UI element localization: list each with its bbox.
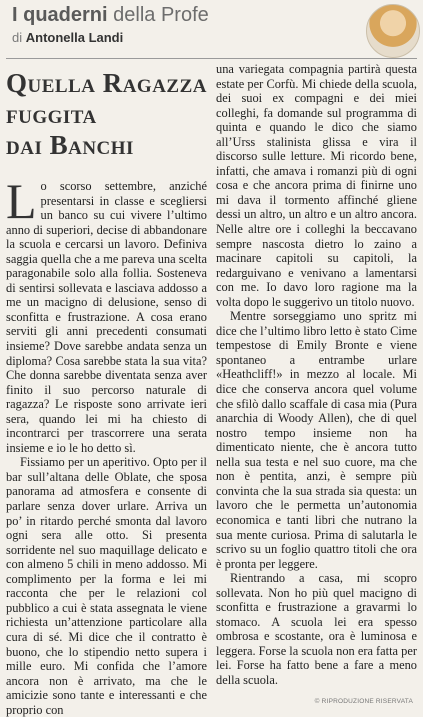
headline (6, 68, 207, 161)
headline-line: fuggita (6, 99, 97, 129)
byline-author: Antonella Landi (25, 30, 124, 45)
column-title (12, 4, 209, 26)
headline-line: Quella Ragazza (6, 68, 207, 98)
drop-cap: L (6, 173, 37, 229)
right-column (216, 62, 417, 693)
column-header (6, 0, 417, 58)
byline-prefix: di (12, 30, 26, 45)
article-paragraph (6, 173, 207, 455)
column-title-bold: I quaderni (12, 4, 108, 26)
article-paragraph: Mentre sorseggiamo uno spritz mi dice che l’ultimo libro letto è stato Cime tempestose di Emily Bronte e viene spontaneo a entrambe urlare «Heathcliff!» in mezzo al locale. Mi dice che conserva ancora quel volume che sfilò dallo scaffale di casa mia (Pura anarchia di Woody Allen), che di quel nostro tempo insieme non ha dimenticato niente, che è ancora tutto nella sua testa e nel suo cuore, ma che non è pentita, anzi, è sempre più convinta che la sua strada sia questa: un lavoro che le permetta un’autonomia economica e tanti libri che nutrano la sua mente curiosa. Prima di salutarla le scrivo su un foglio quattro titoli che ora è pronta per leggere. (216, 309, 417, 571)
article-paragraph: una variegata compagnia partirà questa estate per Corfù. Mi chiede della scuola, dei suoi ex compagni e dei miei colleghi, fa domande sul programma di quinta e quando le dico che siamo all’Urss stalinista glissa e vira il discorso sulle letture. Mi ricordo bene, infatti, che amava i romanzi più di ogni cosa e che ancora prima di finirne uno mi dava il tormento affinché gliene dessi un altro, un altro e un altro ancora. Nelle altre ore i colleghi la beccavano sempre nascosta dietro lo zaino a macinare capitoli su capitoli, la redarguivano e venivano a lamentarsi con me. Io davo loro ragione ma la volta dopo le suggerivo un titolo nuovo. (216, 62, 417, 309)
article-paragraph: Rientrando a casa, mi scopro sollevata. Non ho più quel macigno di sconfitta e frustrazione a gravarmi lo stomaco. A scuola lei era spesso ombrosa e scostante, ora è luminosa e leggera. Forse la scuola non era fatta per lei. Forse ha fatto bene a fare a meno della scuola. (216, 571, 417, 687)
column-title-rest: della Profe (107, 4, 209, 26)
header-divider (6, 58, 417, 59)
author-portrait (366, 4, 420, 58)
left-column (6, 62, 207, 717)
headline-line: dai Banchi (6, 130, 134, 160)
paragraph-text: o scorso settembre, anziché presentarsi in classe e scegliersi un banco su cui vivere l’ultimo anno di superiori, decise di abbandonare la scuola e cercarsi un lavoro. Definiva saggia quella che a me pareva una scelta paragonabile solo alla follia. Sosteneva di sentirsi sollevata e lasciava addosso a me un macigno di delusione, senso di sconfitta e frustrazione. A cosa erano serviti gli anni precedenti consumati insieme? Dove sarebbe andata senza un diploma? Cosa sarebbe stata la sua vita? Che donna sarebbe diventata senza aver finito il suo percorso naturale di ragazza? Le risposte sono arrivate ieri sera, quando lei mi ha chiesto di incontrarci per trascorrere una serata insieme e io le ho detto sì. (6, 179, 207, 455)
byline (12, 30, 123, 45)
article-paragraph: Fissiamo per un aperitivo. Opto per il bar sull’altana delle Oblate, che sposa panorama ad atmosfera e consente di parlare senza dover urlare. Arriva un po’ in ritardo perché smonta dal lavoro ogni sera alle otto. Si presenta sorridente nel suo maquillage delicato e con almeno 5 chili in meno addosso. Mi complimento per la forma e lei mi racconta che per le relazioni col pubblico a cui è stata assegnata le viene richiesta un’attenzione particolare alla cura di sé. Mi dice che il contratto è buono, che lo stipendio netto supera i mille euro. Mi confida che l’amore ancora non è arrivato, ma che le amicizie sono tante e interessanti e che proprio con (6, 455, 207, 717)
copyright-notice: © RIPRODUZIONE RISERVATA (314, 698, 413, 705)
